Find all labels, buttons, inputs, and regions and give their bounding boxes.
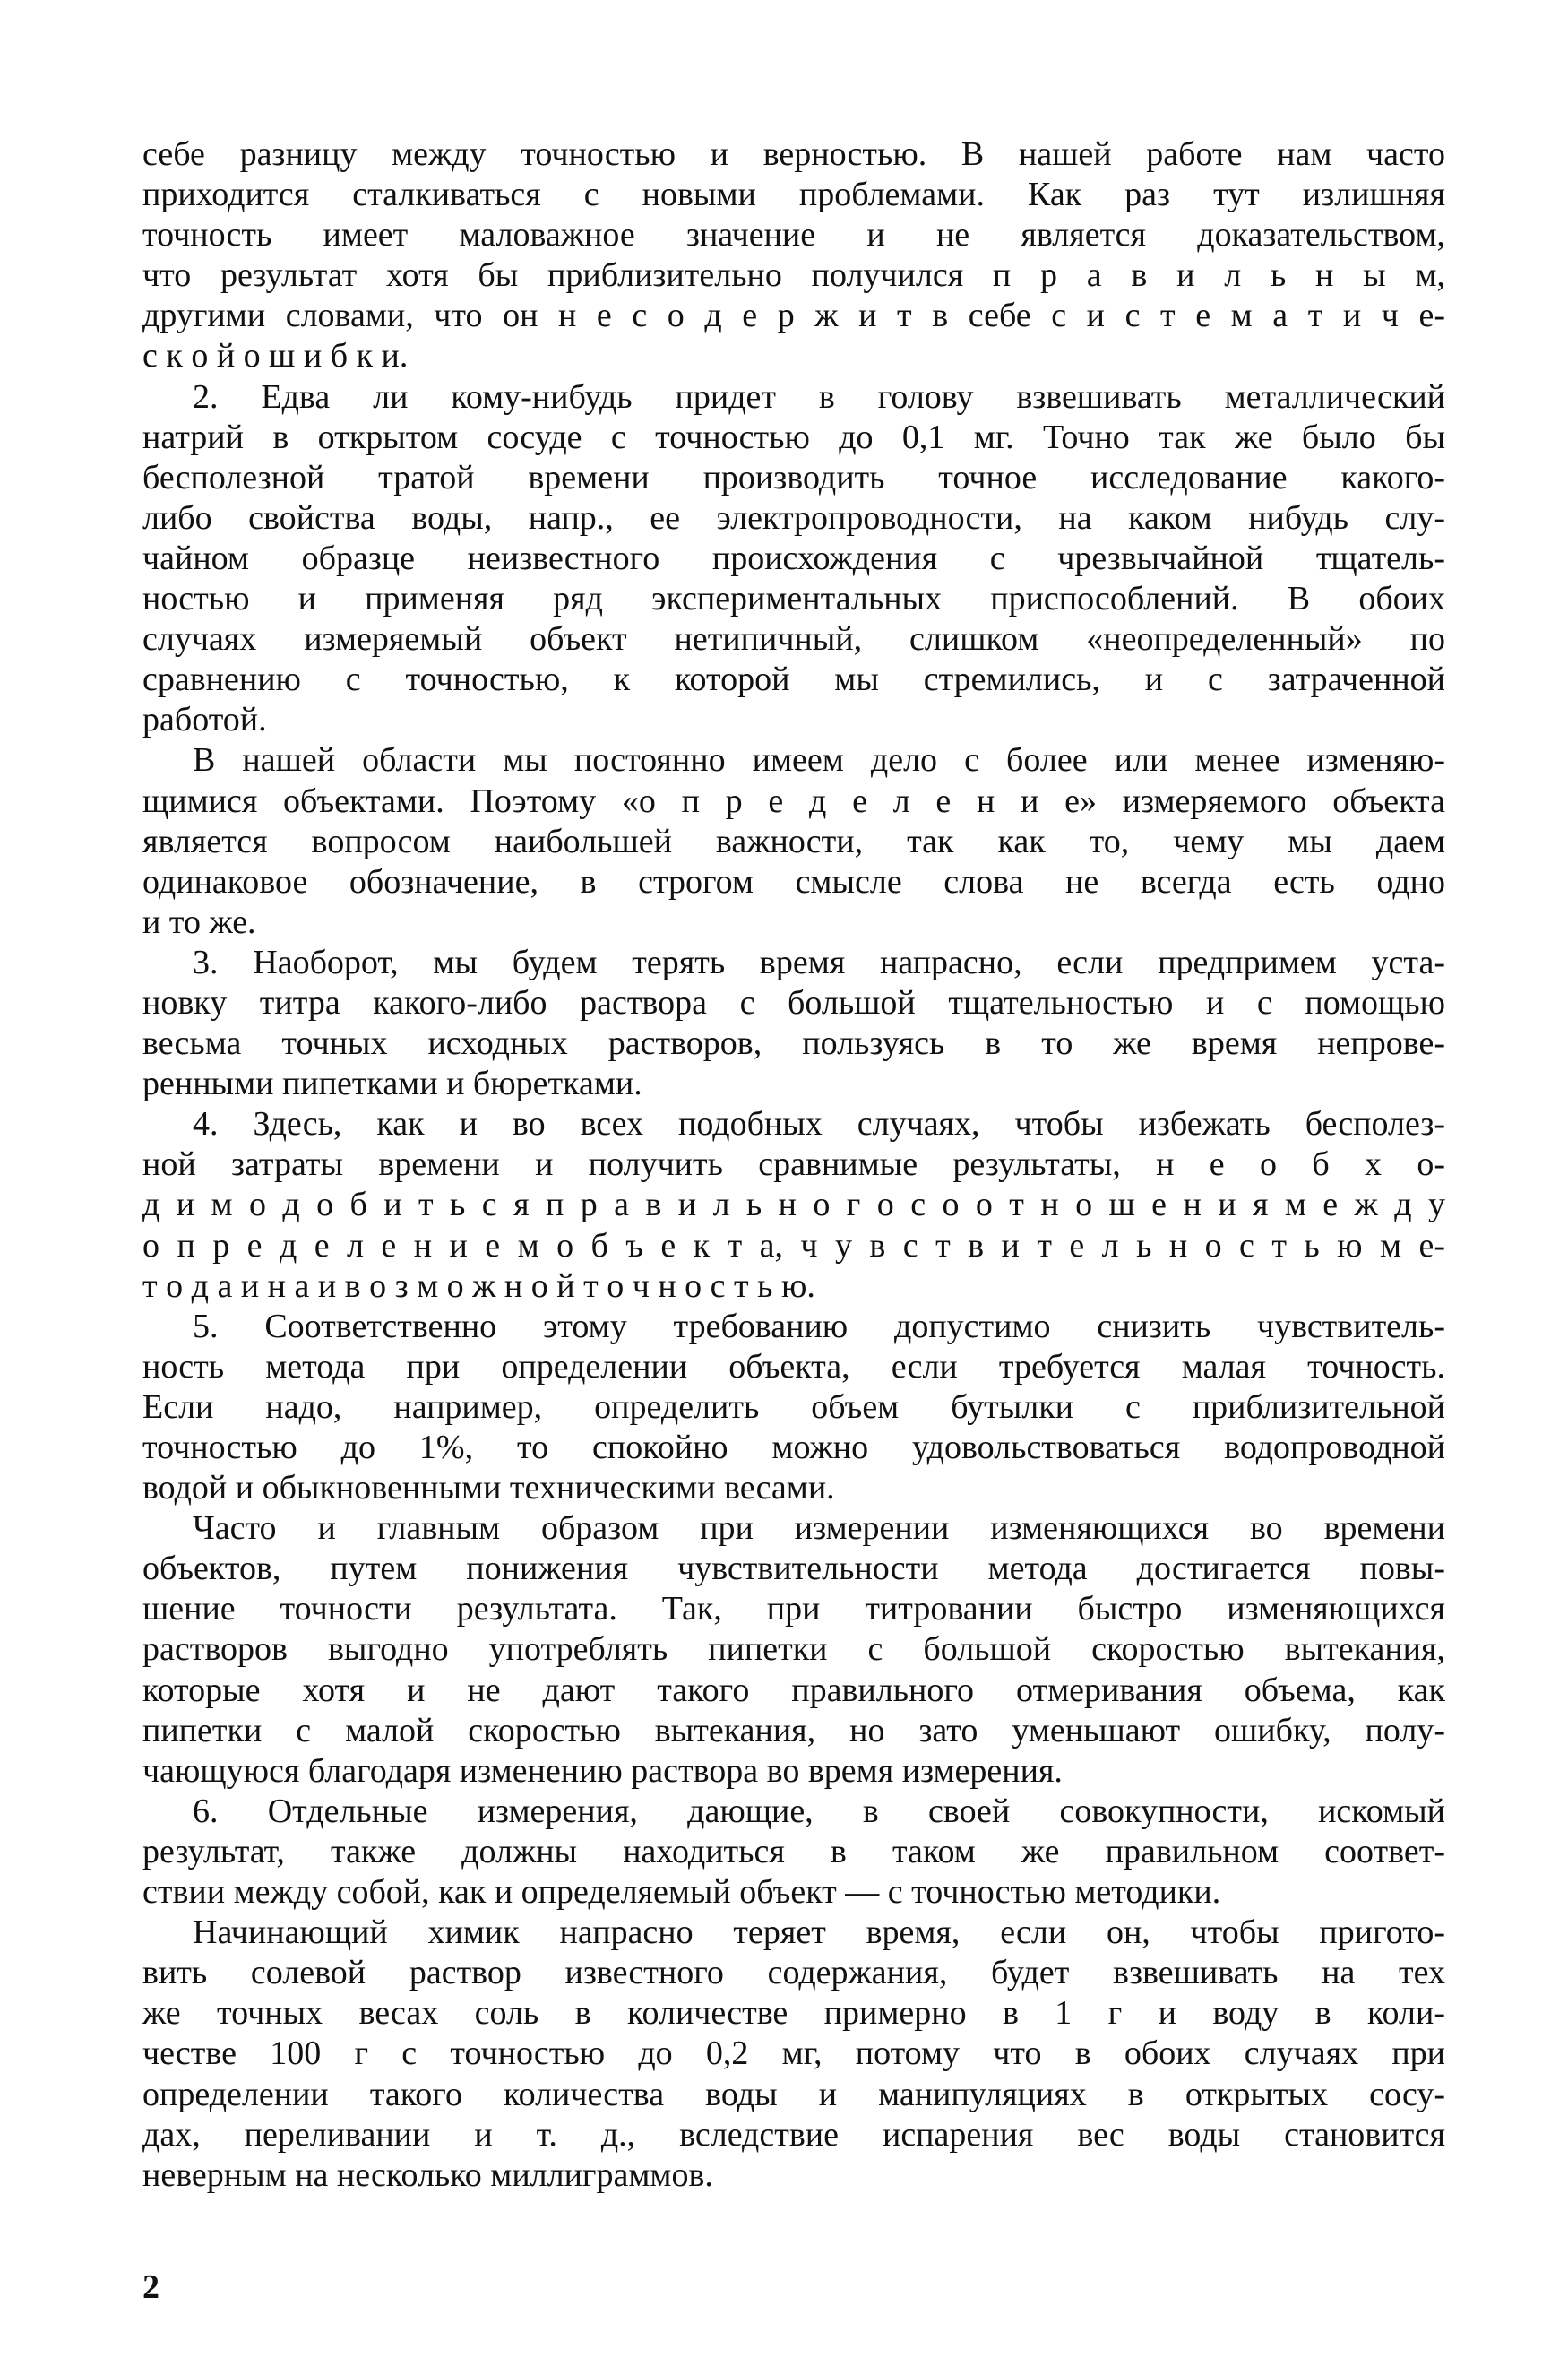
text-line: чайном образце неизвестного происхождения с чрезвычайной тщатель- [142, 539, 1445, 577]
text-line: ренными пипетками и бюретками. [142, 1065, 642, 1103]
text-line: неверным на несколько миллиграммов. [142, 2155, 713, 2194]
text-line: весьма точных исходных растворов, пользуясь в то же время непрове- [142, 1024, 1445, 1063]
text-line: одинаковое обозначение, в строгом смысле слова не всегда есть одно [142, 862, 1445, 901]
text-line: ность метода при определении объекта, если требуется малая точность. [142, 1347, 1445, 1386]
text-line: сравнению с точностью, к которой мы стремились, и с затраченной [142, 661, 1445, 699]
text-line: Если надо, например, определить объем бутылки с приблизительной [142, 1387, 1445, 1426]
text-line: щимися объектами. Поэтому «о п р е д е л е н и е» измеряемого объекта [142, 782, 1445, 820]
text-line: другими словами, что он н е с о д е р ж и т в себе с и с т е м а т и ч е- [142, 297, 1445, 335]
paragraph [142, 943, 1445, 1104]
text-line: водой и обыкновенными техническими весами. [142, 1469, 835, 1507]
paragraph [142, 740, 1445, 942]
text-line: чающуюся благодаря изменению раствора во время измерения. [142, 1751, 1063, 1790]
text-line: с к о й о ш и б к и. [142, 337, 409, 376]
paragraph [142, 134, 1445, 377]
text-line: точность имеет маловажное значение и не является доказательством, [142, 216, 1445, 255]
text-line: приходится сталкиваться с новыми проблемами. Как раз тут излишняя [142, 176, 1445, 214]
text-line: 5. Соответственно этому требованию допустимо снизить чувствитель- [193, 1307, 1445, 1345]
text-line: новку титра какого-либо раствора с большой тщательностью и с помощью [142, 983, 1445, 1022]
text-line: случаях измеряемый объект нетипичный, слишком «неопределенный» по [142, 620, 1445, 659]
text-line: пипетки с малой скоростью вытекания, но зато уменьшают ошибку, полу- [142, 1711, 1445, 1749]
text-line: является вопросом наибольшей важности, так как то, чему мы даем [142, 822, 1445, 860]
text-line: точностью до 1%, то спокойно можно удовольствоваться водопроводной [142, 1429, 1445, 1466]
paragraph [142, 1307, 1445, 1508]
paragraph [142, 1104, 1445, 1306]
text-line: 4. Здесь, как и во всех подобных случаях, чтобы избежать бесполез- [193, 1105, 1445, 1144]
text-line: ствии между собой, как и определяемый объект — с точностью методики. [142, 1873, 1221, 1912]
paragraph [142, 1792, 1445, 1913]
text-line: работой. [142, 701, 267, 739]
paragraph [142, 377, 1445, 741]
text-line: вить солевой раствор известного содержания, будет взвешивать на тех [142, 1954, 1445, 1992]
page-body-text [142, 134, 1445, 2196]
text-line: о п р е д е л е н и е м о б ъ е к т а, ч у в с т в и т е л ь н о с т ь ю м е- [142, 1226, 1445, 1265]
text-line: растворов выгодно употреблять пипетки с большой скоростью вытекания, [142, 1630, 1445, 1669]
text-line: же точных весах соль в количестве примерно в 1 г и воду в коли- [142, 1994, 1445, 2033]
text-line: дах, переливании и т. д., вследствие испарения вес воды становится [142, 2115, 1445, 2154]
text-line: объектов, путем понижения чувствительности метода достигается повы- [142, 1550, 1445, 1588]
text-line: шение точности результата. Так, при титровании быстро изменяющихся [142, 1590, 1445, 1628]
paragraph [142, 1913, 1445, 2196]
text-line: которые хотя и не дают такого правильного отмеривания объема, как [142, 1671, 1445, 1709]
text-line: либо свойства воды, напр., ее электропроводности, на каком нибудь слу- [142, 498, 1445, 537]
text-line: ной затраты времени и получить сравнимые результаты, н е о б х о- [142, 1145, 1445, 1184]
text-line: честве 100 г с точностью до 0,2 мг, потому что в обоих случаях при [142, 2034, 1445, 2073]
text-line: Начинающий химик напрасно теряет время, если он, чтобы пригото- [193, 1913, 1445, 1952]
text-line: бесполезной тратой времени производить точное исследование какого- [142, 458, 1445, 497]
text-line: ностью и применяя ряд экспериментальных приспособлений. В обоих [142, 580, 1445, 618]
text-line: и то же. [142, 902, 256, 941]
text-line: Часто и главным образом при измерении изменяющихся во времени [193, 1509, 1445, 1548]
text-line: В нашей области мы постоянно имеем дело с более или менее изменяю- [193, 741, 1445, 780]
paragraph [142, 1508, 1445, 1792]
text-line: натрий в открытом сосуде с точностью до 0,1 мг. Точно так же было бы [142, 418, 1445, 456]
text-line: что результат хотя бы приблизительно получился п р а в и л ь н ы м, [142, 256, 1445, 295]
text-line: д и м о д о б и т ь с я п р а в и л ь н о г о с о о т н о ш е н и я м е ж д у [142, 1186, 1445, 1224]
page-number: 2 [142, 2268, 159, 2306]
text-line: 2. Едва ли кому-нибудь придет в голову взвешивать металлический [193, 377, 1445, 416]
text-line: 3. Наоборот, мы будем терять время напрасно, если предпримем уста- [193, 943, 1445, 981]
text-line: определении такого количества воды и манипуляциях в открытых сосу- [142, 2075, 1445, 2113]
text-line: 6. Отдельные измерения, дающие, в своей совокупности, искомый [193, 1792, 1445, 1830]
text-line: результат, также должны находиться в таком же правильном соответ- [142, 1832, 1445, 1870]
text-line: себе разницу между точностью и верностью. В нашей работе нам часто [142, 135, 1445, 173]
text-line: т о д а и н а и в о з м о ж н о й т о ч н о с т ь ю. [142, 1266, 815, 1305]
